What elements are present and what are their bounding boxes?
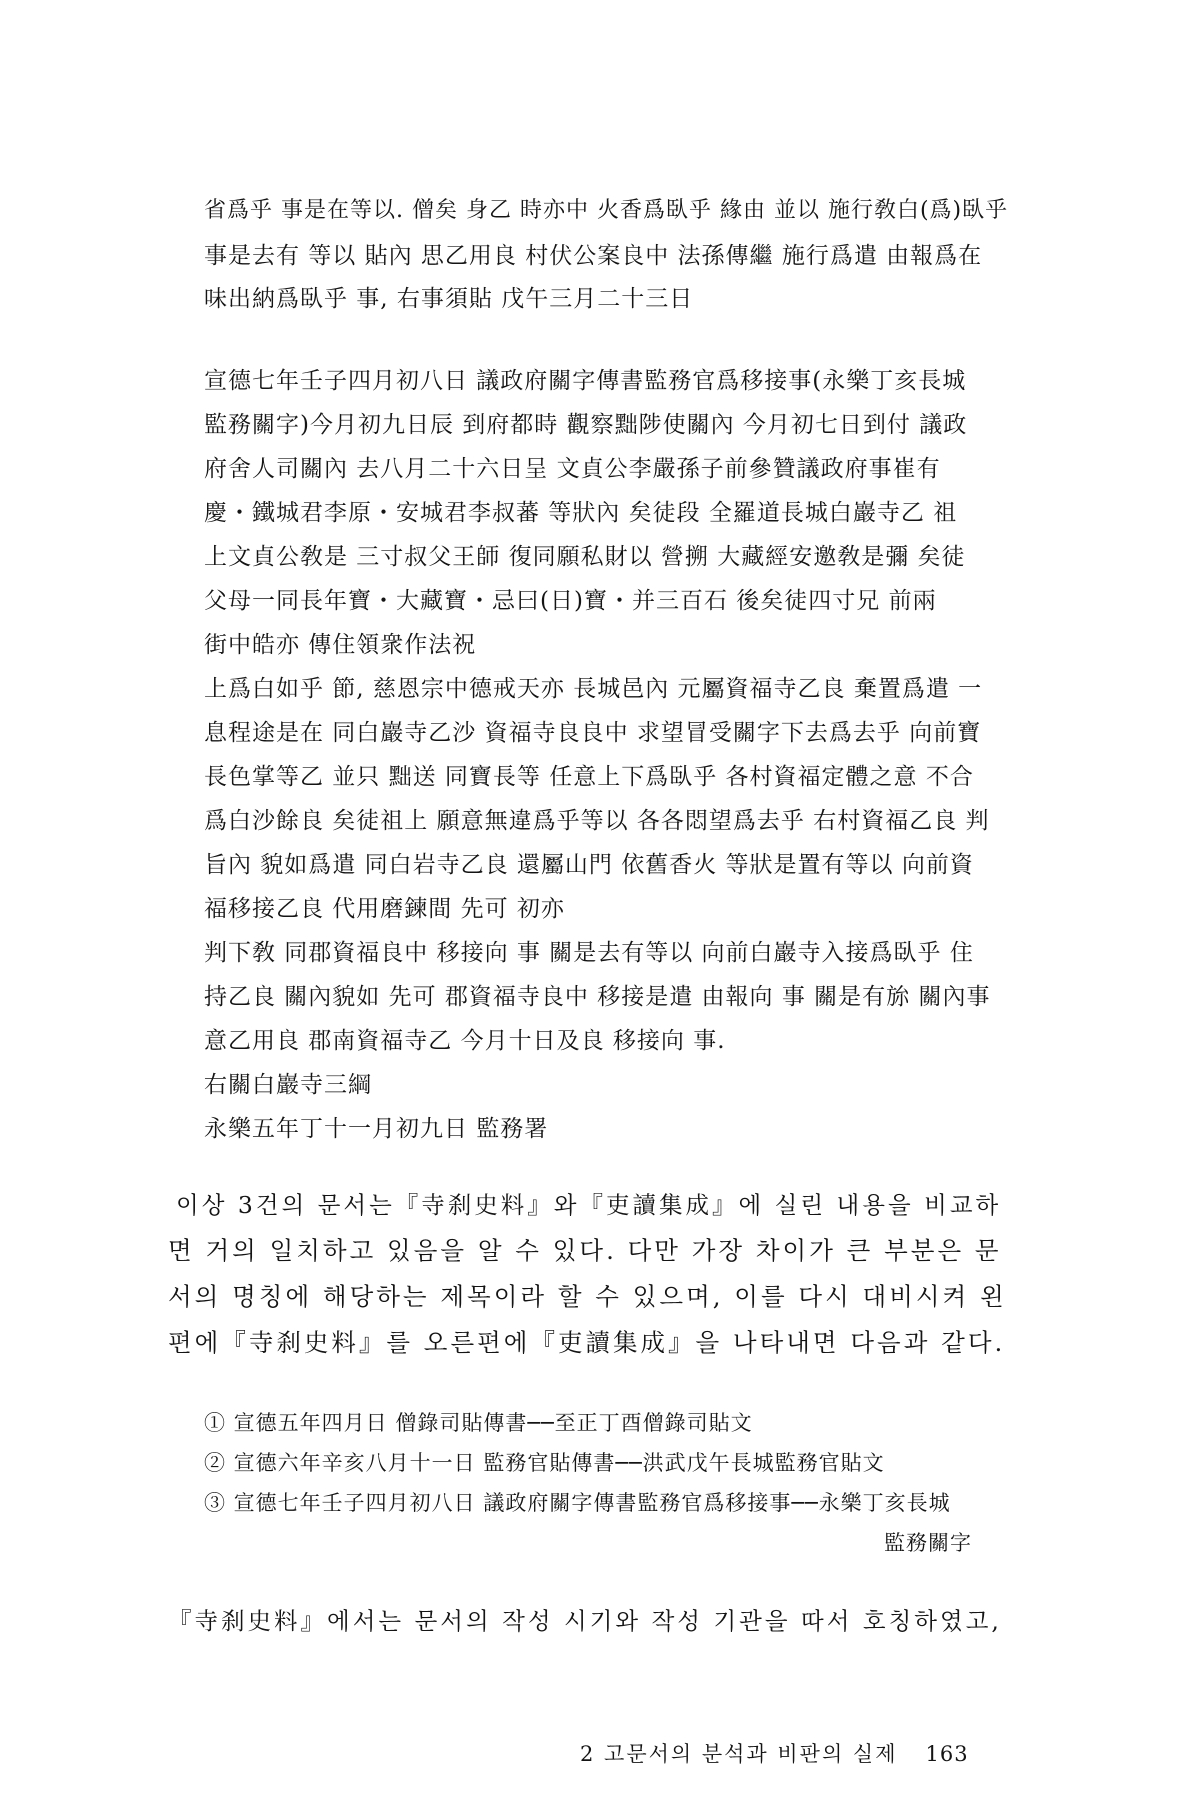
- list-item: ① 宣德五年四月日 僧錄司貼傳書──至正丁酉僧錄司貼文: [204, 1411, 753, 1435]
- text-line: 持乙良 關內貌如 先可 郡資福寺良中 移接是遣 由報向 事 關是有旀 關內事: [204, 984, 991, 1010]
- text-line: 息程途是在 同白巖寺乙沙 資福寺良良中 求望冒受關字下去爲去乎 向前寶: [204, 720, 982, 746]
- text-line: 味出納爲臥乎 事, 右事須貼 戊午三月二十三日: [204, 286, 694, 312]
- text-line: 長色掌等乙 並只 黜送 同寶長等 任意上下爲臥乎 各村資福定體之意 不合: [204, 764, 974, 790]
- text-line: 永樂五年丁十一月初九日 監務署: [204, 1116, 549, 1142]
- text-line: 편에『寺刹史料』를 오른편에『吏讀集成』을 나타내면 다음과 같다.: [168, 1328, 1006, 1357]
- text-line: 서의 명칭에 해당하는 제목이라 할 수 있으며, 이를 다시 대비시켜 왼: [168, 1282, 1007, 1311]
- text-line: 爲白沙餘良 矣徒祖上 願意無違爲乎等以 各各悶望爲去乎 右村資福乙良 判: [204, 808, 990, 834]
- text-line: 右關白巖寺三綱: [204, 1072, 372, 1098]
- text-line: 旨內 貌如爲遣 同白岩寺乙良 還屬山門 依舊香火 等狀是置有等以 向前資: [204, 852, 974, 878]
- text-line: 上爲白如乎 節, 慈恩宗中德戒天亦 長城邑內 元屬資福寺乙良 棄置爲遣 一: [204, 676, 983, 702]
- text-line: 監務關字)今月初九日辰 到府都時 觀察黜陟使關內 今月初七日到付 議政: [204, 412, 968, 438]
- page-footer: [580, 1740, 969, 1768]
- text-line: 이상 3건의 문서는『寺刹史料』와『吏讀集成』에 실린 내용을 비교하: [176, 1191, 1002, 1219]
- text-line: 上文貞公敎是 三寸叔父王師 復同願私財以 營搠 大藏經安邀敎是彌 矣徒: [204, 544, 966, 570]
- text-line: 判下敎 同郡資福良中 移接向 事 關是去有等以 向前白巖寺入接爲臥乎 住: [204, 940, 974, 966]
- text-line: 意乙用良 郡南資福寺乙 今月十日及良 移接向 事.: [204, 1028, 726, 1054]
- running-title: 2 고문서의 분석과 비판의 실제: [580, 1742, 898, 1766]
- text-line: 면 거의 일치하고 있음을 알 수 있다. 다만 가장 차이가 큰 부분은 문: [168, 1236, 1002, 1265]
- text-line: 父母一同長年寶・大藏寶・忌曰(日)寶・并三百石 後矣徒四寸兄 前兩: [204, 588, 937, 614]
- list-item: ③ 宣德七年壬子四月初八日 議政府關字傳書監務官爲移接事──永樂丁亥長城: [204, 1491, 951, 1515]
- list-item: ② 宣德六年辛亥八月十一日 監務官貼傳書──洪武戊午長城監務官貼文: [204, 1451, 885, 1475]
- text-line: 宣德七年壬子四月初八日 議政府關字傳書監務官爲移接事(永樂丁亥長城: [204, 368, 967, 394]
- text-line: 福移接乙良 代用磨鍊間 先可 初亦: [204, 896, 565, 922]
- text-line: 事是去有 等以 貼內 思乙用良 村伏公案良中 法孫傳繼 施行爲遣 由報爲在: [204, 243, 983, 269]
- text-line: 府舍人司關內 去八月二十六日呈 文貞公李嚴孫子前參贊議政府事崔有: [204, 456, 941, 482]
- list-item-continuation: 監務關字: [884, 1531, 972, 1555]
- text-line: 慶・鐵城君李原・安城君李叔蕃 等狀內 矣徒段 全羅道長城白巖寺乙 祖: [204, 500, 958, 526]
- text-line: 街中皓亦 傳住領衆作法祝: [204, 632, 477, 658]
- text-line: 省爲乎 事是在等以. 僧矣 身乙 時亦中 火香爲臥乎 緣由 並以 施行敎白(爲)臥乎: [204, 198, 1009, 223]
- page-number: 163: [925, 1742, 969, 1766]
- text-line: 『寺刹史料』에서는 문서의 작성 시기와 작성 기관을 따서 호칭하였고,: [168, 1607, 1002, 1635]
